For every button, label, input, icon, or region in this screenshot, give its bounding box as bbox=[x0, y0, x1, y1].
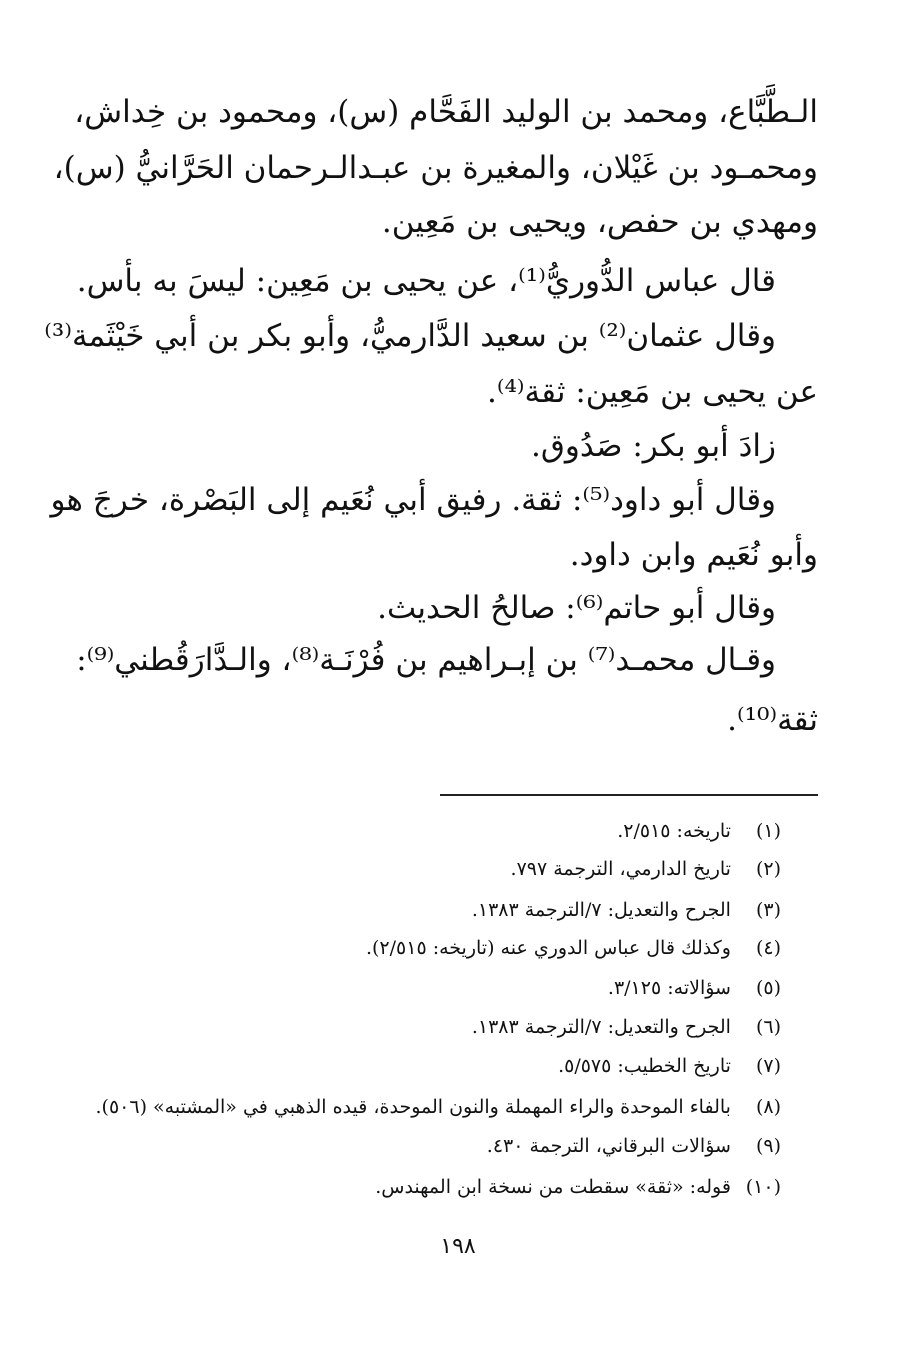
footnote-divider bbox=[440, 794, 818, 796]
footnote-number: (٩) bbox=[755, 1135, 781, 1157]
footnote-text: تاريخه: ٢/٥١٥. bbox=[617, 820, 731, 842]
footnote-text: بالفاء الموحدة والراء المهملة والنون الموحدة، قيده الذهبي في «المشتبه» (٥٠٦). bbox=[95, 1096, 731, 1118]
main-text-line: ومحمـود بن غَيْلان، والمغيرة بن عبـدالـرحمان الحَرَّانيُّ (س)، bbox=[53, 150, 818, 186]
footnote-item bbox=[90, 1094, 781, 1120]
footnote-number: (١٠) bbox=[745, 1176, 781, 1198]
footnote-text: الجرح والتعديل: ٧/الترجمة ١٣٨٣. bbox=[471, 1016, 731, 1038]
footnote-item bbox=[90, 1053, 781, 1079]
footnote-item bbox=[90, 897, 781, 923]
main-text-line: عن يحيى بن مَعِين: ثقة⁽⁴⁾. bbox=[487, 374, 818, 410]
footnote-item bbox=[90, 1014, 781, 1040]
main-text-line: وقال أبو حاتم⁽⁶⁾: صالحُ الحديث. bbox=[377, 590, 776, 626]
main-text-line: وقال عثمان⁽²⁾ بن سعيد الدَّارميُّ، وأبو بكر بن أبي خَيْثَمة⁽³⁾ bbox=[44, 318, 776, 354]
footnote-number: (٦) bbox=[755, 1016, 781, 1038]
footnote-number: (٢) bbox=[755, 858, 781, 880]
footnote-item bbox=[90, 818, 781, 844]
footnote-text: وكذلك قال عباس الدوري عنه (تاريخه: ٢/٥١٥). bbox=[365, 937, 731, 959]
footnote-number: (٧) bbox=[755, 1055, 781, 1077]
main-text-line: قال عباس الدُّوريُّ⁽¹⁾، عن يحيى بن مَعِين: ليسَ به بأس. bbox=[76, 263, 776, 299]
footnote-text: قوله: «ثقة» سقطت من نسخة ابن المهندس. bbox=[375, 1176, 731, 1198]
footnote-text: سؤالاته: ٣/١٢٥. bbox=[607, 977, 731, 999]
footnote-text: تاريخ الدارمي، الترجمة ٧٩٧. bbox=[510, 858, 731, 880]
page-number: ١٩٨ bbox=[440, 1234, 476, 1259]
main-text-line: زادَ أبو بكر: صَدُوق. bbox=[531, 428, 776, 464]
footnote-number: (٤) bbox=[755, 937, 781, 959]
main-text-line: الـطَّبَّاع، ومحمد بن الوليد الفَحَّام (س)، ومحمود بن خِداش، bbox=[74, 94, 818, 130]
main-text-line: ثقة⁽¹⁰⁾. bbox=[727, 702, 818, 738]
footnote-text: تاريخ الخطيب: ٥/٥٧٥. bbox=[558, 1055, 731, 1077]
footnote-item bbox=[90, 1174, 781, 1200]
footnote-text: سؤالات البرقاني، الترجمة ٤٣٠. bbox=[486, 1135, 731, 1157]
footnote-number: (٨) bbox=[755, 1096, 781, 1118]
footnote-item bbox=[90, 1133, 781, 1159]
footnote-item bbox=[90, 935, 781, 961]
main-text-line: ومهدي بن حفص، ويحيى بن مَعِين. bbox=[381, 204, 818, 240]
footnote-text: الجرح والتعديل: ٧/الترجمة ١٣٨٣. bbox=[471, 899, 731, 921]
main-text-line: وأبو نُعَيم وابن داود. bbox=[569, 537, 818, 573]
footnote-item bbox=[90, 856, 781, 882]
footnote-number: (١) bbox=[755, 820, 781, 842]
footnote-item bbox=[90, 975, 781, 1001]
main-text-line: وقال أبو داود⁽⁵⁾: ثقة. رفيق أبي نُعَيم إلى البَصْرة، خرجَ هو bbox=[50, 482, 776, 518]
main-text-line: وقـال محمـد⁽⁷⁾ بن إبـراهيم بن فُرْنَـة⁽⁸⁾، والـدَّارَقُطني⁽⁹⁾: bbox=[76, 642, 776, 678]
footnote-number: (٣) bbox=[755, 899, 781, 921]
footnote-number: (٥) bbox=[755, 977, 781, 999]
